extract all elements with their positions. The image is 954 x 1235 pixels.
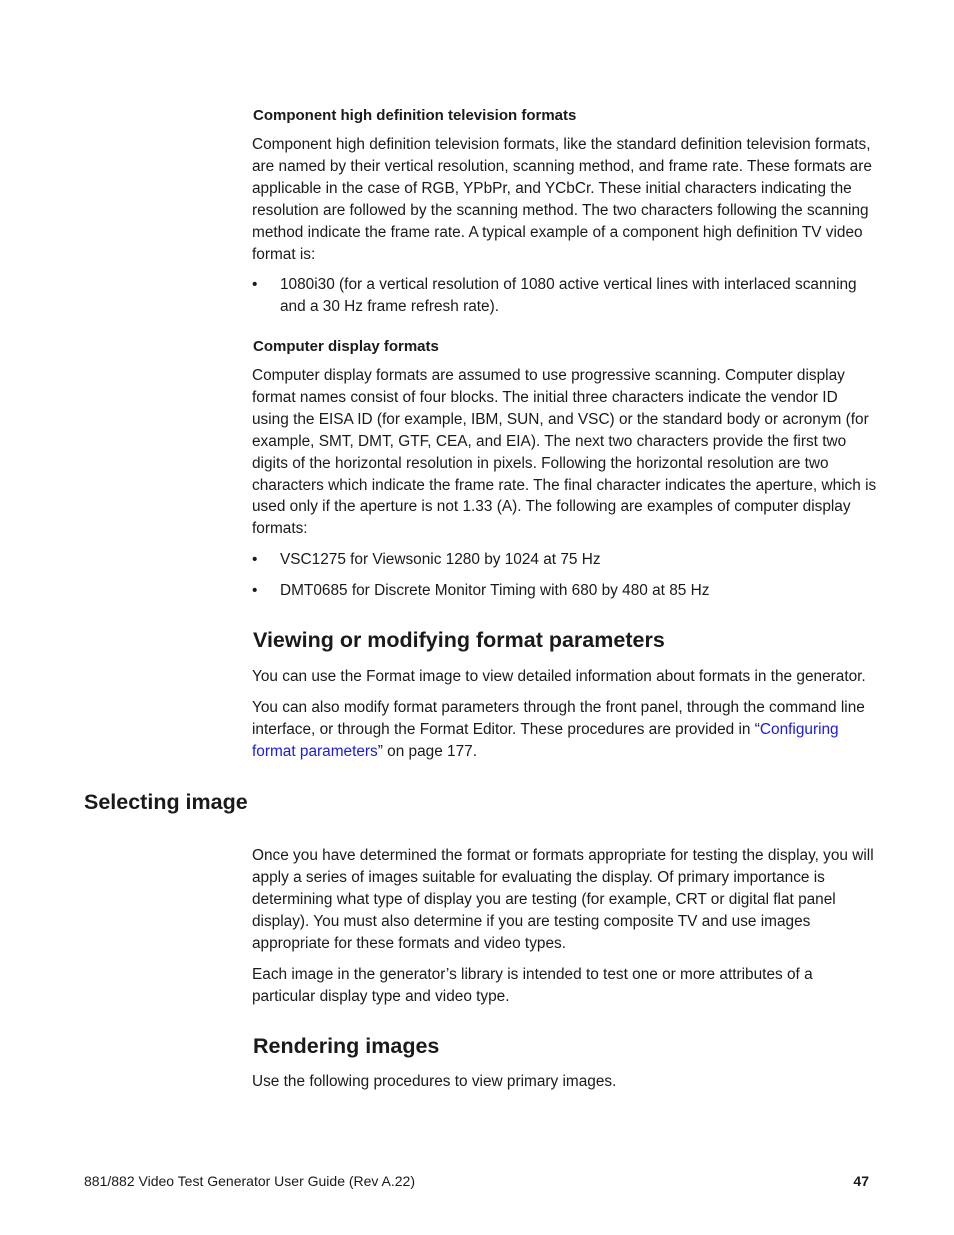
paragraph-text: You can also modify format parameters through the front panel, through the command line interface, or through the Format Editor. These procedures are provided in “	[252, 699, 865, 738]
heading-selecting-image: Selecting image	[84, 790, 248, 814]
paragraph-text: ” on page 177.	[377, 742, 477, 760]
subheading-hdtv-formats: Component high definition television formats	[253, 107, 577, 124]
heading-viewing-format-parameters: Viewing or modifying format parameters	[253, 628, 665, 652]
paragraph-viewing-1: You can use the Format image to view detailed information about formats in the generator.	[252, 668, 866, 685]
paragraph-hdtv-formats: Component high definition television formats, like the standard definition television formats, are named by their vertical resolution, scanning method, and frame rate. These formats are applicable in the case of RGB, YPbPr, and YCbCr. These initial characters indicating the resolution are followed by the scanning method. The two characters following the scanning method indicate the frame rate. A typical example of a component high definition TV video format is:	[252, 136, 872, 263]
paragraph-rendering: Use the following procedures to view primary images.	[252, 1073, 617, 1090]
footer-title: 881/882 Video Test Generator User Guide (Rev A.22)	[84, 1173, 416, 1189]
paragraph-selecting-2: Each image in the generator’s library is intended to test one or more attributes of a particular display type and video type.	[252, 966, 813, 1005]
bullet-icon: •	[252, 582, 258, 599]
paragraph-viewing-2	[252, 697, 877, 763]
configuring-format-parameters-link[interactable]: Configuring format parameters	[252, 720, 839, 760]
heading-rendering-images: Rendering images	[253, 1034, 440, 1058]
subheading-computer-formats: Computer display formats	[253, 338, 439, 355]
bullet-icon: •	[252, 276, 258, 293]
list-item-text: 1080i30 (for a vertical resolution of 1080 active vertical lines with interlaced scanning and a 30 Hz frame refresh rate).	[280, 276, 857, 315]
list-item-text: DMT0685 for Discrete Monitor Timing with 680 by 480 at 85 Hz	[280, 582, 710, 599]
bullet-icon: •	[252, 551, 258, 568]
page-number: 47	[853, 1173, 869, 1189]
paragraph-selecting-1: Once you have determined the format or formats appropriate for testing the display, you will apply a series of images suitable for evaluating the display. Of primary importance is determining what type of display you are testing (for example, CRT or digital flat panel display). You must also determine if you are testing composite TV and use images appropriate for these formats and video types.	[252, 847, 874, 952]
list-item-text: VSC1275 for Viewsonic 1280 by 1024 at 75 Hz	[280, 551, 601, 568]
paragraph-computer-formats: Computer display formats are assumed to use progressive scanning. Computer display format names consist of four blocks. The initial three characters indicate the vendor ID using the EISA ID (for example, IBM, SUN, and VSC) or the standard body or acronym (for example, SMT, DMT, GTF, CEA, and EIA). The next two characters provide the first two digits of the horizontal resolution in pixels. Following the horizontal resolution are two characters which indicate the frame rate. The final character indicates the aperture, which is used only if the aperture is not 1.33 (A). The following are examples of computer display formats:	[252, 367, 877, 538]
